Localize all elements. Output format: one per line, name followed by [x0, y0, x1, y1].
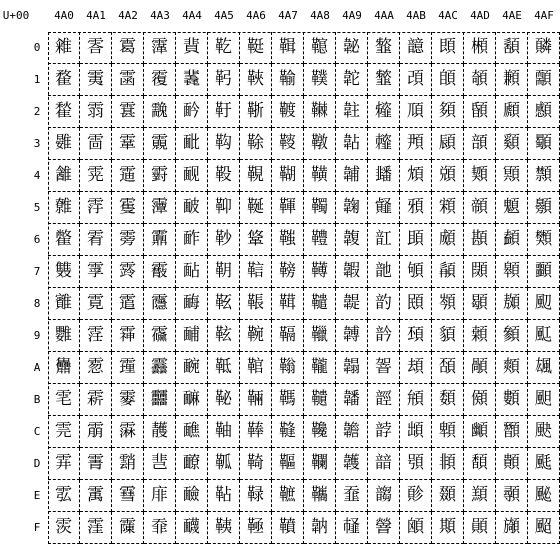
- glyph-cell: 䪥: [368, 192, 400, 224]
- glyph-cell: 䪮: [368, 480, 400, 512]
- glyph-cell: 䫋: [432, 384, 464, 416]
- glyph-cell: 䨔: [80, 160, 112, 192]
- glyph-cell: 䨀: [48, 32, 80, 64]
- row-header: D: [33, 457, 41, 470]
- column-header: 4A9: [342, 9, 362, 22]
- glyph-cell: 䪣: [368, 128, 400, 160]
- row-header: 7: [33, 265, 41, 278]
- glyph-cell: 䫦: [496, 224, 528, 256]
- glyph-cell: 䫫: [496, 384, 528, 416]
- glyph-cell: 䩹: [272, 320, 304, 352]
- glyph-cell: 䩉: [176, 320, 208, 352]
- glyph-cell: 䩫: [240, 384, 272, 416]
- glyph-cell: 䩋: [176, 384, 208, 416]
- glyph-cell: 䨘: [80, 288, 112, 320]
- glyph-cell: 䩯: [240, 512, 272, 544]
- glyph-cell: 䪘: [336, 288, 368, 320]
- glyph-cell: 䨰: [144, 32, 176, 64]
- glyph-cell: 䪫: [368, 384, 400, 416]
- glyph-cell: 䪤: [368, 160, 400, 192]
- glyph-cell: 䪻: [400, 384, 432, 416]
- glyph-cell: 䨿: [144, 512, 176, 544]
- glyph-cell: 䨯: [112, 512, 144, 544]
- glyph-cell: 䩩: [240, 320, 272, 352]
- glyph-cell: 䨖: [80, 224, 112, 256]
- glyph-cell: 䨧: [112, 256, 144, 288]
- glyph-cell: 䫴: [528, 160, 560, 192]
- glyph-cell: 䫛: [464, 384, 496, 416]
- glyph-cell: 䩒: [208, 96, 240, 128]
- glyph-cell: 䫅: [432, 192, 464, 224]
- glyph-cell: 䩰: [272, 32, 304, 64]
- column-header: 4A8: [310, 9, 330, 22]
- glyph-cell: 䪜: [336, 416, 368, 448]
- glyph-cell: 䨋: [48, 384, 80, 416]
- glyph-cell: 䩏: [176, 512, 208, 544]
- glyph-cell: 䨅: [48, 192, 80, 224]
- glyph-cell: 䩮: [240, 480, 272, 512]
- glyph-cell: 䩑: [208, 64, 240, 96]
- glyph-cell: 䫄: [432, 160, 464, 192]
- glyph-cell: 䫿: [528, 512, 560, 544]
- glyph-cell: 䨳: [144, 128, 176, 160]
- glyph-cell: 䫀: [432, 32, 464, 64]
- glyph-cell: 䪛: [336, 384, 368, 416]
- glyph-cell: 䪅: [304, 192, 336, 224]
- glyph-cell: 䩭: [240, 448, 272, 480]
- column-header: 4A4: [182, 9, 202, 22]
- glyph-cell: 䫭: [496, 448, 528, 480]
- row-header: 3: [33, 137, 41, 150]
- glyph-cell: 䫪: [496, 352, 528, 384]
- glyph-cell: 䫡: [496, 64, 528, 96]
- glyph-cell: 䩖: [208, 224, 240, 256]
- glyph-cell: 䨽: [144, 448, 176, 480]
- glyph-cell: 䩶: [272, 224, 304, 256]
- glyph-cell: 䫲: [528, 96, 560, 128]
- glyph-cell: 䩣: [240, 128, 272, 160]
- glyph-cell: 䪽: [400, 448, 432, 480]
- glyph-cell: 䪵: [400, 192, 432, 224]
- glyph-cell: 䨝: [80, 448, 112, 480]
- glyph-cell: 䩥: [240, 192, 272, 224]
- glyph-cell: 䪙: [336, 320, 368, 352]
- glyph-cell: 䨱: [144, 64, 176, 96]
- glyph-cell: 䨞: [80, 480, 112, 512]
- glyph-cell: 䩷: [272, 256, 304, 288]
- glyph-cell: 䪗: [336, 256, 368, 288]
- glyph-cell: 䩱: [272, 64, 304, 96]
- glyph-cell: 䩳: [272, 128, 304, 160]
- glyph-cell: 䪨: [368, 288, 400, 320]
- glyph-cell: 䩐: [208, 32, 240, 64]
- corner-label: U+00: [2, 9, 30, 22]
- column-header: 4A0: [54, 9, 74, 22]
- glyph-cell: 䫌: [432, 416, 464, 448]
- glyph-cell: 䨗: [80, 256, 112, 288]
- glyph-cell: 䨩: [112, 320, 144, 352]
- glyph-cell: 䪇: [304, 256, 336, 288]
- glyph-cell: 䨶: [144, 224, 176, 256]
- row-header: F: [33, 521, 41, 534]
- glyph-cell: 䨙: [80, 320, 112, 352]
- glyph-cell: 䩊: [176, 352, 208, 384]
- glyph-cell: 䪚: [336, 352, 368, 384]
- glyph-cell: 䩀: [176, 32, 208, 64]
- glyph-cell: 䨥: [112, 192, 144, 224]
- glyph-cell: 䪆: [304, 224, 336, 256]
- glyph-cell: 䪧: [368, 256, 400, 288]
- glyph-cell: 䫟: [464, 512, 496, 544]
- glyph-cell: 䪃: [304, 128, 336, 160]
- glyph-cell: 䫱: [528, 64, 560, 96]
- glyph-cell: 䫨: [496, 288, 528, 320]
- row-header: 6: [33, 233, 41, 246]
- glyph-cell: 䪰: [400, 32, 432, 64]
- glyph-cell: 䨍: [48, 448, 80, 480]
- glyph-cell: 䫇: [432, 256, 464, 288]
- glyph-cell: 䪈: [304, 288, 336, 320]
- column-header: 4A2: [118, 9, 138, 22]
- glyph-cell: 䪔: [336, 160, 368, 192]
- glyph-cell: 䨭: [112, 448, 144, 480]
- glyph-cell: 䨃: [48, 128, 80, 160]
- glyph-cell: 䫧: [496, 256, 528, 288]
- glyph-cell: 䫸: [528, 288, 560, 320]
- glyph-cell: 䫓: [464, 128, 496, 160]
- glyph-cell: 䨄: [48, 160, 80, 192]
- glyph-cell: 䩸: [272, 288, 304, 320]
- glyph-cell: 䫜: [464, 416, 496, 448]
- glyph-cell: 䨮: [112, 480, 144, 512]
- glyph-cell: 䫞: [464, 480, 496, 512]
- glyph-cell: 䪉: [304, 320, 336, 352]
- row-header: 1: [33, 73, 41, 86]
- glyph-cell: 䨜: [80, 416, 112, 448]
- glyph-cell: 䨇: [48, 256, 80, 288]
- glyph-cell: 䫼: [528, 416, 560, 448]
- glyph-cell: 䫈: [432, 288, 464, 320]
- row-header: A: [33, 361, 41, 374]
- glyph-cell: 䫽: [528, 448, 560, 480]
- glyph-cell: 䪠: [368, 32, 400, 64]
- row-header: 8: [33, 297, 41, 310]
- glyph-cell: 䫠: [496, 32, 528, 64]
- glyph-cell: 䩡: [240, 64, 272, 96]
- glyph-cell: 䨺: [144, 352, 176, 384]
- glyph-cell: 䫷: [528, 256, 560, 288]
- column-header: 4AD: [470, 9, 490, 22]
- row-header: 4: [33, 169, 41, 182]
- glyph-cell: 䩈: [176, 288, 208, 320]
- glyph-cell: 䩌: [176, 416, 208, 448]
- glyph-cell: 䪢: [368, 96, 400, 128]
- column-header: 4A7: [278, 9, 298, 22]
- glyph-cell: 䫉: [432, 320, 464, 352]
- glyph-cell: 䫹: [528, 320, 560, 352]
- glyph-cell: 䩁: [176, 64, 208, 96]
- glyph-cell: 䩔: [208, 160, 240, 192]
- glyph-cell: 䩟: [208, 512, 240, 544]
- glyph-cell: 䪊: [304, 352, 336, 384]
- glyph-cell: 䪲: [400, 96, 432, 128]
- glyph-cell: 䫂: [432, 96, 464, 128]
- glyph-cell: 䨼: [144, 416, 176, 448]
- glyph-cell: 䫬: [496, 416, 528, 448]
- glyph-cell: 䪩: [368, 320, 400, 352]
- column-header: 4A5: [214, 9, 234, 22]
- glyph-cell: 䫔: [464, 160, 496, 192]
- glyph-cell: 䨪: [112, 352, 144, 384]
- row-header: C: [33, 425, 41, 438]
- glyph-cell: 䩻: [272, 384, 304, 416]
- glyph-cell: 䩾: [272, 480, 304, 512]
- glyph-cell: 䨟: [80, 512, 112, 544]
- glyph-cell: 䨚: [80, 352, 112, 384]
- glyph-cell: 䩃: [176, 128, 208, 160]
- glyph-cell: 䫃: [432, 128, 464, 160]
- glyph-cell: 䪟: [336, 512, 368, 544]
- column-header: 4AB: [406, 9, 426, 22]
- glyph-cell: 䨒: [80, 96, 112, 128]
- row-header: 9: [33, 329, 41, 342]
- glyph-cell: 䩆: [176, 224, 208, 256]
- glyph-cell: 䨎: [48, 480, 80, 512]
- row-header: B: [33, 393, 41, 406]
- glyph-cell: 䩚: [208, 352, 240, 384]
- glyph-cell: 䪒: [336, 96, 368, 128]
- glyph-cell: 䪿: [400, 512, 432, 544]
- glyph-cell: 䪝: [336, 448, 368, 480]
- glyph-cell: 䩢: [240, 96, 272, 128]
- glyph-cell: 䪹: [400, 320, 432, 352]
- glyph-cell: 䨫: [112, 384, 144, 416]
- glyph-cell: 䨁: [48, 64, 80, 96]
- glyph-cell: 䨌: [48, 416, 80, 448]
- glyph-cell: 䩪: [240, 352, 272, 384]
- glyph-cell: 䩿: [272, 512, 304, 544]
- glyph-cell: 䨆: [48, 224, 80, 256]
- glyph-cell: 䩛: [208, 384, 240, 416]
- glyph-cell: 䪓: [336, 128, 368, 160]
- glyph-cell: 䨓: [80, 128, 112, 160]
- glyph-cell: 䫤: [496, 160, 528, 192]
- glyph-cell: 䩜: [208, 416, 240, 448]
- glyph-cell: 䨈: [48, 288, 80, 320]
- glyph-cell: 䫕: [464, 192, 496, 224]
- glyph-cell: 䫘: [464, 288, 496, 320]
- row-header: 0: [33, 41, 41, 54]
- glyph-cell: 䫙: [464, 320, 496, 352]
- glyph-cell: 䩙: [208, 320, 240, 352]
- glyph-cell: 䩞: [208, 480, 240, 512]
- glyph-cell: 䫎: [432, 480, 464, 512]
- glyph-cell: 䫒: [464, 96, 496, 128]
- glyph-cell: 䪁: [304, 64, 336, 96]
- glyph-cell: 䪼: [400, 416, 432, 448]
- glyph-cell: 䫯: [496, 512, 528, 544]
- glyph-cell: 䫁: [432, 64, 464, 96]
- glyph-cell: 䩍: [176, 448, 208, 480]
- glyph-cell: 䪾: [400, 480, 432, 512]
- glyph-cell: 䨐: [80, 32, 112, 64]
- glyph-cell: 䪴: [400, 160, 432, 192]
- glyph-cell: 䪂: [304, 96, 336, 128]
- glyph-cell: 䨡: [112, 64, 144, 96]
- glyph-cell: 䩴: [272, 160, 304, 192]
- glyph-cell: 䫖: [464, 224, 496, 256]
- glyph-cell: 䪺: [400, 352, 432, 384]
- glyph-cell: 䫩: [496, 320, 528, 352]
- column-header: 4A1: [86, 9, 106, 22]
- glyph-cell: 䩎: [176, 480, 208, 512]
- glyph-cell: 䨏: [48, 512, 80, 544]
- column-header: 4A6: [246, 9, 266, 22]
- glyph-cell: 䨬: [112, 416, 144, 448]
- row-header: 5: [33, 201, 41, 214]
- glyph-cell: 䨾: [144, 480, 176, 512]
- glyph-cell: 䫏: [432, 512, 464, 544]
- glyph-cell: 䫑: [464, 64, 496, 96]
- glyph-cell: 䨤: [112, 160, 144, 192]
- glyph-cell: 䩂: [176, 96, 208, 128]
- glyph-cell: 䫾: [528, 480, 560, 512]
- glyph-cell: 䩦: [240, 224, 272, 256]
- glyph-cell: 䩺: [272, 352, 304, 384]
- glyph-cell: 䨊: [48, 352, 80, 384]
- glyph-cell: 䫍: [432, 448, 464, 480]
- column-header: 4AA: [374, 9, 394, 22]
- glyph-cell: 䩄: [176, 160, 208, 192]
- glyph-cell: 䫢: [496, 96, 528, 128]
- glyph-cell: 䨴: [144, 160, 176, 192]
- glyph-cell: 䫊: [432, 352, 464, 384]
- glyph-cell: 䪏: [304, 512, 336, 544]
- glyph-cell: 䩼: [272, 416, 304, 448]
- glyph-cell: 䪱: [400, 64, 432, 96]
- glyph-cell: 䪪: [368, 352, 400, 384]
- glyph-cell: 䫺: [528, 352, 560, 384]
- glyph-cell: 䪬: [368, 416, 400, 448]
- glyph-cell: 䫥: [496, 192, 528, 224]
- glyph-cell: 䪡: [368, 64, 400, 96]
- glyph-cell: 䩠: [240, 32, 272, 64]
- glyph-cell: 䩝: [208, 448, 240, 480]
- glyph-cell: 䪕: [336, 192, 368, 224]
- glyph-cell: 䩬: [240, 416, 272, 448]
- glyph-cell: 䨦: [112, 224, 144, 256]
- glyph-cell: 䨸: [144, 288, 176, 320]
- glyph-cell: 䫶: [528, 224, 560, 256]
- glyph-cell: 䪞: [336, 480, 368, 512]
- glyph-cell: 䫗: [464, 256, 496, 288]
- glyph-cell: 䪎: [304, 480, 336, 512]
- glyph-cell: 䪍: [304, 448, 336, 480]
- glyph-cell: 䩓: [208, 128, 240, 160]
- glyph-cell: 䨕: [80, 192, 112, 224]
- glyph-cell: 䨣: [112, 128, 144, 160]
- glyph-cell: 䪖: [336, 224, 368, 256]
- glyph-cell: 䨷: [144, 256, 176, 288]
- glyph-cell: 䨉: [48, 320, 80, 352]
- glyph-cell: 䩅: [176, 192, 208, 224]
- glyph-cell: 䪑: [336, 64, 368, 96]
- glyph-cell: 䩧: [240, 256, 272, 288]
- glyph-cell: 䫵: [528, 192, 560, 224]
- glyph-cell: 䩇: [176, 256, 208, 288]
- glyph-cell: 䨹: [144, 320, 176, 352]
- glyph-cell: 䨨: [112, 288, 144, 320]
- glyph-cell: 䪀: [304, 32, 336, 64]
- glyph-cell: 䩨: [240, 288, 272, 320]
- glyph-cell: 䨢: [112, 96, 144, 128]
- glyph-cell: 䨛: [80, 384, 112, 416]
- glyph-cell: 䩲: [272, 96, 304, 128]
- glyph-cell: 䫻: [528, 384, 560, 416]
- glyph-cell: 䫳: [528, 128, 560, 160]
- glyph-cell: 䪭: [368, 448, 400, 480]
- column-header: 4AF: [534, 9, 554, 22]
- glyph-cell: 䨵: [144, 192, 176, 224]
- glyph-cell: 䪷: [400, 256, 432, 288]
- glyph-cell: 䫚: [464, 352, 496, 384]
- glyph-cell: 䩗: [208, 256, 240, 288]
- column-header: 4AE: [502, 9, 522, 22]
- glyph-cell: 䨑: [80, 64, 112, 96]
- glyph-cell: 䫮: [496, 480, 528, 512]
- glyph-cell: 䩕: [208, 192, 240, 224]
- glyph-cell: 䫝: [464, 448, 496, 480]
- glyph-cell: 䫆: [432, 224, 464, 256]
- column-header: 4AC: [438, 9, 458, 22]
- row-header: E: [33, 489, 41, 502]
- glyph-cell: 䪶: [400, 224, 432, 256]
- row-header: 2: [33, 105, 41, 118]
- glyph-cell: 䪯: [368, 512, 400, 544]
- column-header: 4A3: [150, 9, 170, 22]
- glyph-cell: 䨻: [144, 384, 176, 416]
- glyph-cell: 䫣: [496, 128, 528, 160]
- glyph-cell: 䩤: [240, 160, 272, 192]
- glyph-cell: 䪐: [336, 32, 368, 64]
- glyph-cell: 䪌: [304, 416, 336, 448]
- glyph-cell: 䫰: [528, 32, 560, 64]
- glyph-cell: 䫐: [464, 32, 496, 64]
- glyph-cell: 䪸: [400, 288, 432, 320]
- glyph-cell: 䪳: [400, 128, 432, 160]
- glyph-cell: 䨲: [144, 96, 176, 128]
- glyph-cell: 䪋: [304, 384, 336, 416]
- glyph-cell: 䨠: [112, 32, 144, 64]
- glyph-cell: 䪄: [304, 160, 336, 192]
- glyph-cell: 䩘: [208, 288, 240, 320]
- glyph-cell: 䩵: [272, 192, 304, 224]
- glyph-cell: 䪦: [368, 224, 400, 256]
- glyph-cell: 䨂: [48, 96, 80, 128]
- glyph-cell: 䩽: [272, 448, 304, 480]
